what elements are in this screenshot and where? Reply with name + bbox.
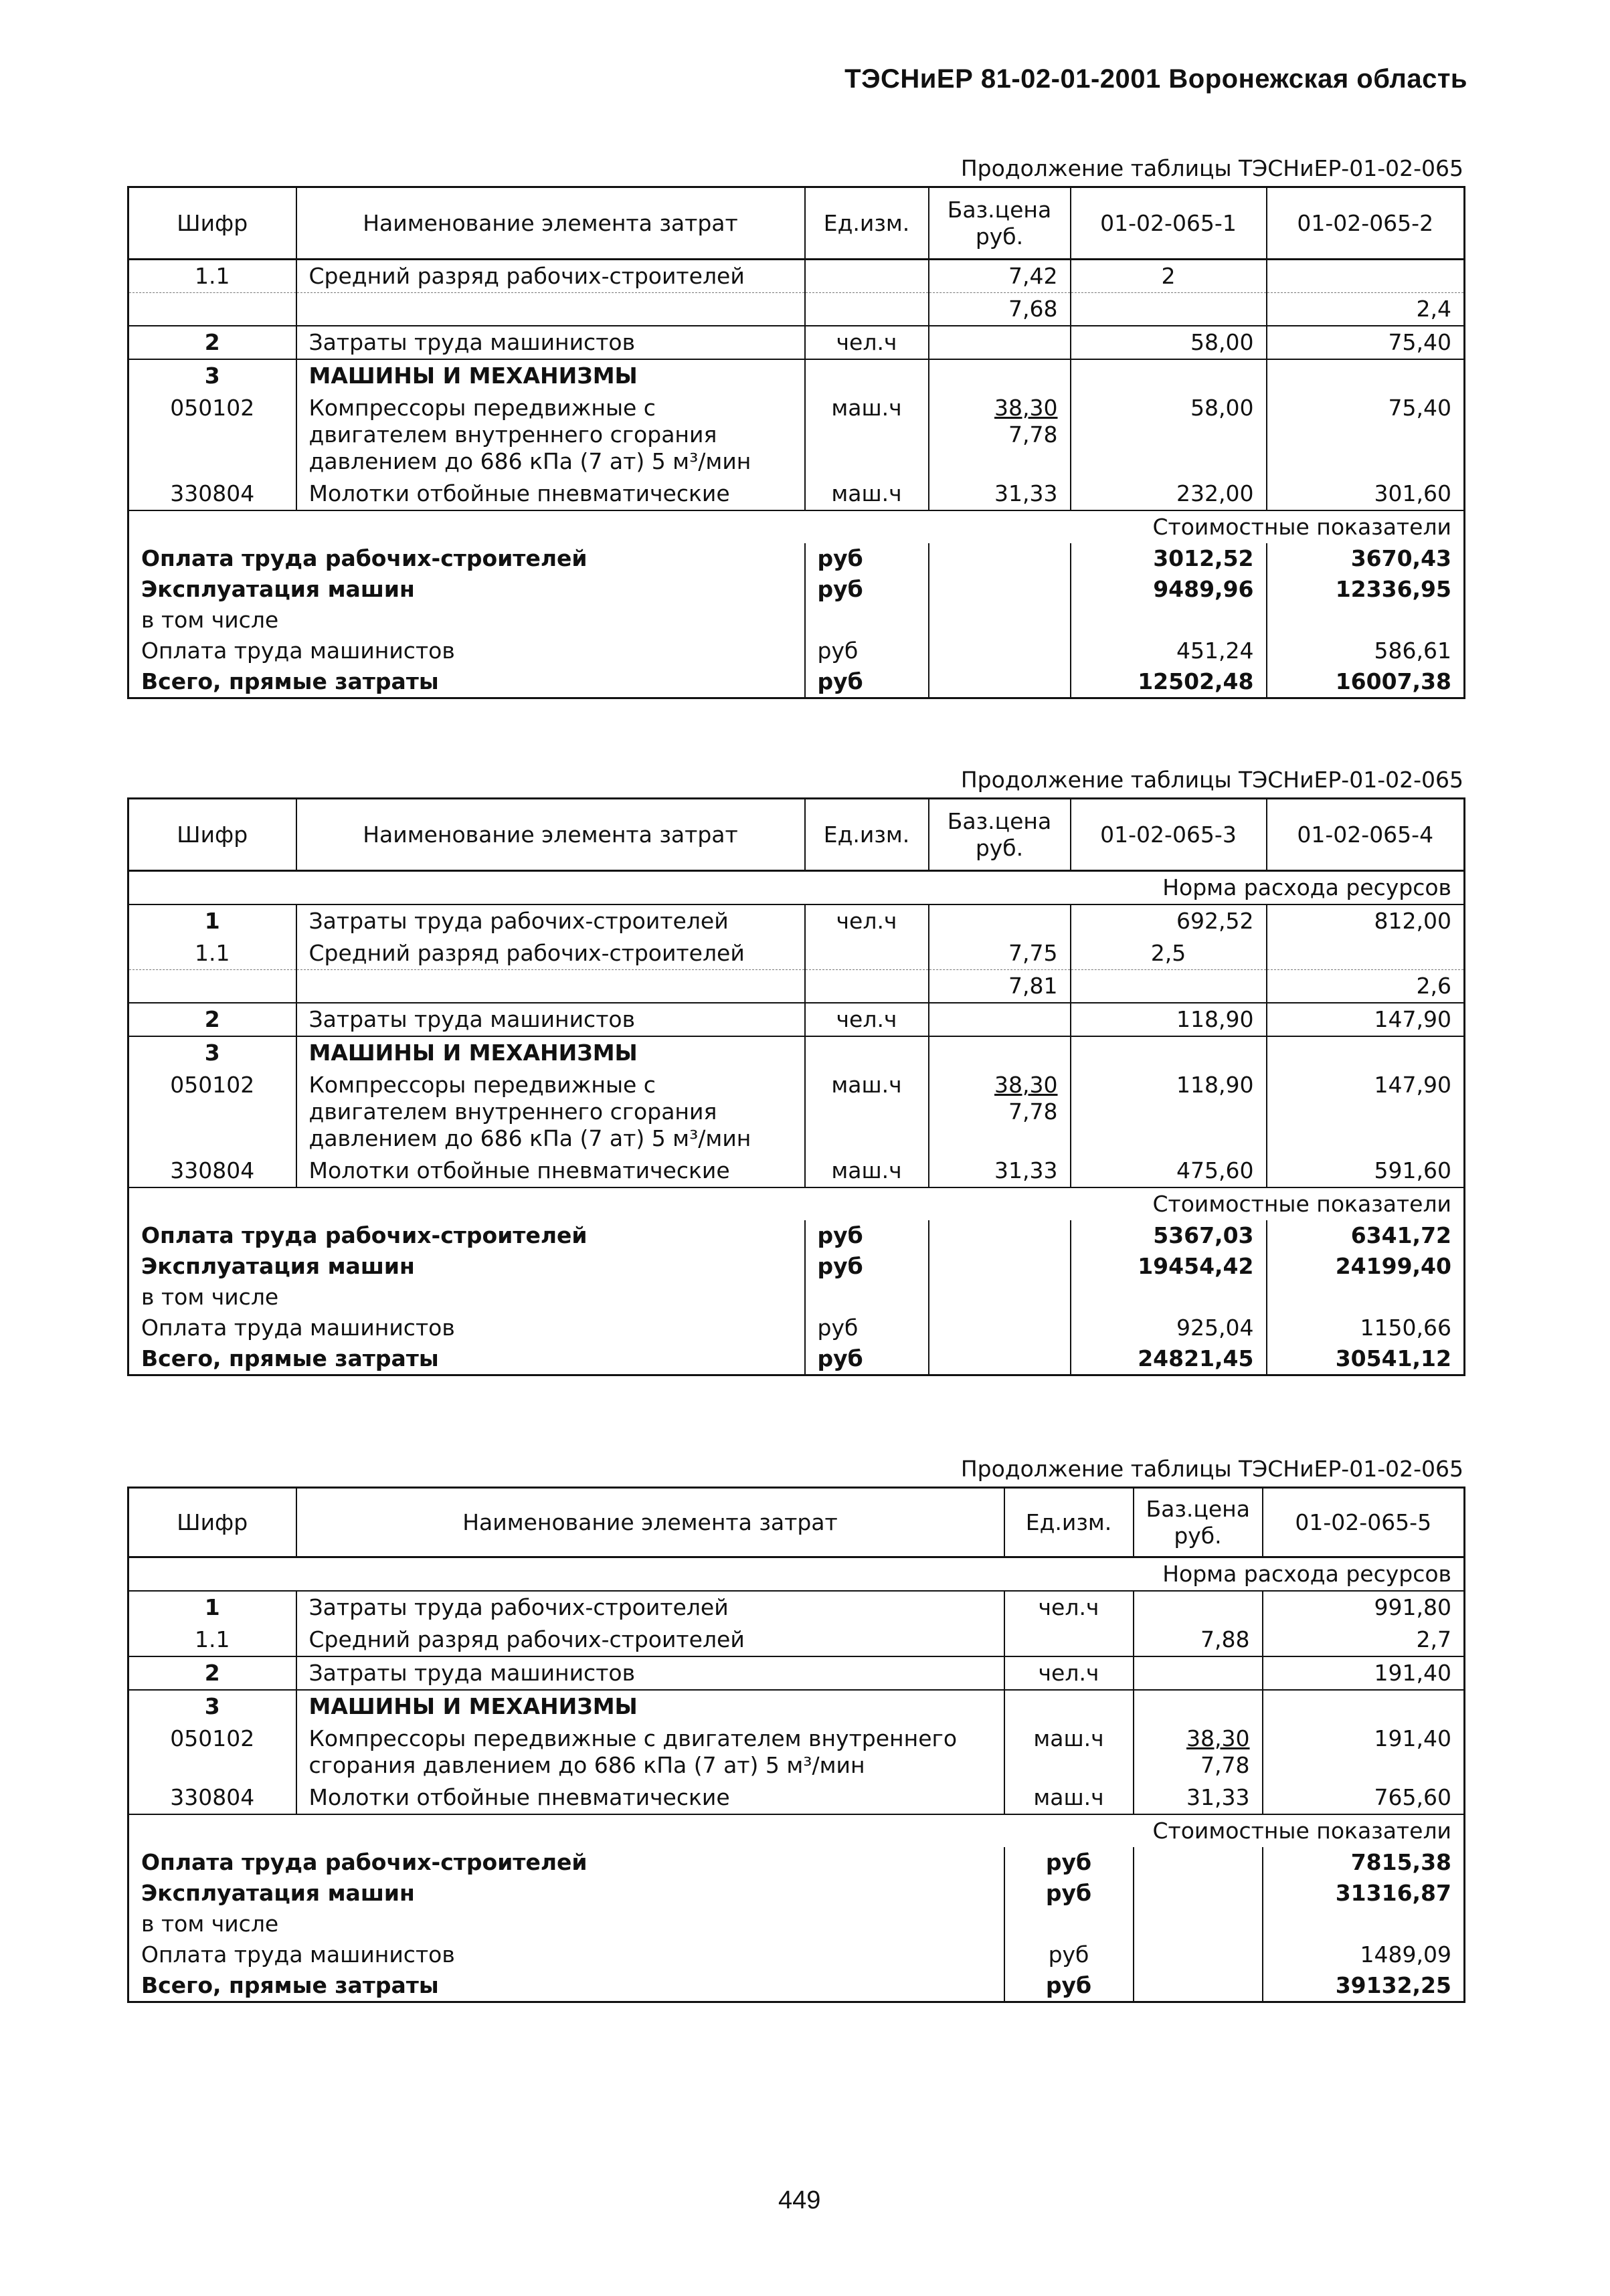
table-row: 1.1 Средний разряд рабочих-строителей 7,75 2,5 <box>128 937 1465 970</box>
total-row: в том числе <box>128 1909 1465 1939</box>
estimate-table-1 <box>127 151 1463 699</box>
col-header-price: Баз.цена руб. <box>929 187 1071 260</box>
section-label-row: Стоимостные показатели <box>128 1187 1465 1220</box>
total-row: Всего, прямые затраты руб 24821,45 30541,12 <box>128 1343 1465 1375</box>
total-row: в том числе <box>128 1282 1465 1313</box>
total-row: Эксплуатация машин руб 19454,42 24199,40 <box>128 1251 1465 1282</box>
page-number: 449 <box>778 2186 821 2214</box>
estimate-table-2 <box>127 763 1463 1376</box>
table-row: 2 Затраты труда машинистов чел.ч 191,40 <box>128 1656 1465 1690</box>
col-header-unit: Ед.изм. <box>805 187 929 260</box>
table-row: 1.1 Средний разряд рабочих-строителей 7,42 2 <box>128 260 1465 293</box>
col-header-norm-1: 01-02-065-1 <box>1071 187 1267 260</box>
total-row: Оплата труда рабочих-строителей руб 3012,52 3670,43 <box>128 543 1465 574</box>
total-row: в том числе <box>128 605 1465 636</box>
col-header-norm-2: 01-02-065-2 <box>1267 187 1465 260</box>
table-row: 7,81 2,6 <box>128 970 1465 1003</box>
table-row: 330804 Молотки отбойные пневматические маш.ч 31,33 232,00 301,60 <box>128 478 1465 510</box>
section-label-row: Стоимостные показатели <box>128 1814 1465 1847</box>
table-row: 3 МАШИНЫ И МЕХАНИЗМЫ <box>128 359 1465 392</box>
table-row: 1.1 Средний разряд рабочих-строителей 7,88 2,7 <box>128 1624 1465 1656</box>
table-row: 3 МАШИНЫ И МЕХАНИЗМЫ <box>128 1036 1465 1069</box>
total-row: Эксплуатация машин руб 31316,87 <box>128 1878 1465 1909</box>
table-row: 330804 Молотки отбойные пневматические маш.ч 31,33 475,60 591,60 <box>128 1155 1465 1187</box>
table-row: 330804 Молотки отбойные пневматические маш.ч 31,33 765,60 <box>128 1782 1465 1814</box>
col-header-price: Баз.цена руб. <box>929 799 1071 871</box>
total-row: Эксплуатация машин руб 9489,96 12336,95 <box>128 574 1465 605</box>
resource-table <box>127 186 1465 699</box>
col-header-name: Наименование элемента затрат <box>296 799 805 871</box>
col-header-norm-4: 01-02-065-4 <box>1267 799 1465 871</box>
col-header-unit: Ед.изм. <box>805 799 929 871</box>
resource-table <box>127 1487 1465 2003</box>
document-header: ТЭСНиЕР 81-02-01-2001 Воронежская область <box>844 64 1467 94</box>
col-header-norm-3: 01-02-065-3 <box>1071 799 1267 871</box>
col-header-name: Наименование элемента затрат <box>296 1488 1004 1557</box>
col-header-norm-5: 01-02-065-5 <box>1263 1488 1465 1557</box>
col-header-code: Шифр <box>128 799 296 871</box>
table-row: 1 Затраты труда рабочих-строителей чел.ч 692,52 812,00 <box>128 904 1465 937</box>
table-row: 050102 Компрессоры передвижные с двигателем внутреннего сгорания давлением до 686 кПа (7 ат) 5 м³/мин маш.ч 38,30 7,78 118,90 147,90 <box>128 1069 1465 1155</box>
norm-label-row: Норма расхода ресурсов <box>128 1557 1465 1592</box>
resource-table <box>127 797 1465 1376</box>
table-row: 050102 Компрессоры передвижные с двигателем внутреннего сгорания давлением до 686 кПа (7 ат) 5 м³/мин маш.ч 38,30 7,78 58,00 75,40 <box>128 392 1465 478</box>
table-continuation-label: Продолжение таблицы ТЭСНиЕР-01-02-065 <box>960 767 1463 793</box>
table-row: 7,68 2,4 <box>128 293 1465 326</box>
total-row: Всего, прямые затраты руб 39132,25 <box>128 1970 1465 2002</box>
total-row: Всего, прямые затраты руб 12502,48 16007,38 <box>128 666 1465 698</box>
total-row: Оплата труда рабочих-строителей руб 7815,38 <box>128 1847 1465 1878</box>
total-row: Оплата труда машинистов руб 451,24 586,61 <box>128 636 1465 666</box>
section-label-row: Стоимостные показатели <box>128 510 1465 543</box>
col-header-unit: Ед.изм. <box>1004 1488 1134 1557</box>
norm-label-row: Норма расхода ресурсов <box>128 871 1465 905</box>
table-row: 1 Затраты труда рабочих-строителей чел.ч 991,80 <box>128 1591 1465 1624</box>
table-continuation-label: Продолжение таблицы ТЭСНиЕР-01-02-065 <box>960 1456 1463 1482</box>
col-header-name: Наименование элемента затрат <box>296 187 805 260</box>
col-header-price: Баз.цена руб. <box>1134 1488 1263 1557</box>
col-header-code: Шифр <box>128 187 296 260</box>
table-row: 2 Затраты труда машинистов чел.ч 118,90 147,90 <box>128 1003 1465 1036</box>
table-row: 050102 Компрессоры передвижные с двигателем внутреннего сгорания давлением до 686 кПа (7 ат) 5 м³/мин маш.ч 38,30 7,78 191,40 <box>128 1723 1465 1782</box>
total-row: Оплата труда рабочих-строителей руб 5367,03 6341,72 <box>128 1220 1465 1251</box>
total-row: Оплата труда машинистов руб 925,04 1150,66 <box>128 1313 1465 1343</box>
estimate-table-3 <box>127 1452 1463 2003</box>
total-row: Оплата труда машинистов руб 1489,09 <box>128 1939 1465 1970</box>
col-header-code: Шифр <box>128 1488 296 1557</box>
table-continuation-label: Продолжение таблицы ТЭСНиЕР-01-02-065 <box>960 155 1463 181</box>
table-row: 3 МАШИНЫ И МЕХАНИЗМЫ <box>128 1690 1465 1723</box>
table-row: 2 Затраты труда машинистов чел.ч 58,00 75,40 <box>128 326 1465 359</box>
